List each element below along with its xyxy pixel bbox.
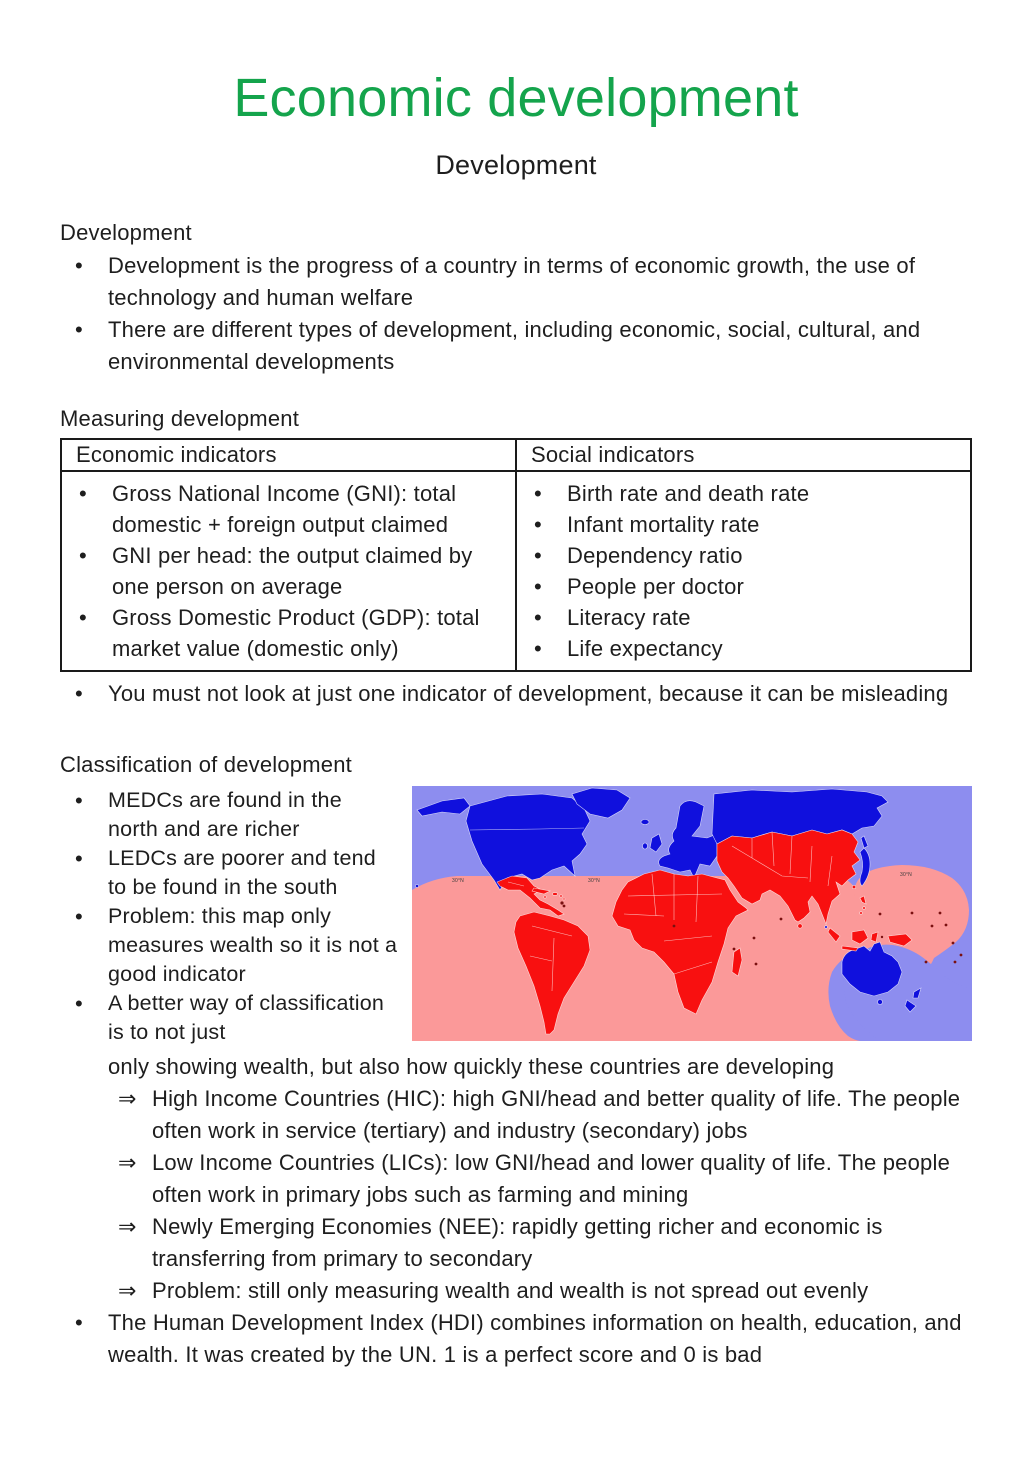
bullet-item: • You must not look at just one indicator of development, because it can be misleading <box>108 678 972 710</box>
bullet-item: • Development is the progress of a country in terms of economic growth, the use of technology and human welfare <box>108 250 972 314</box>
development-bullet-list <box>60 250 972 378</box>
latitude-label: 30°N <box>900 872 912 879</box>
arrow-item: ⇒ High Income Countries (HIC): high GNI/head and better quality of life. The people often work in service (tertiary) and industry (secondary) jobs <box>152 1083 972 1147</box>
bullet-item: • Life expectancy <box>567 633 964 664</box>
table-header-social: Social indicators <box>516 439 971 471</box>
bullet-item: • Problem: this map only measures wealth so it is not a good indicator <box>108 902 398 989</box>
indicators-table <box>60 438 972 672</box>
bullet-item: • People per doctor <box>567 571 964 602</box>
latitude-label: 30°N <box>588 878 600 885</box>
bullet-item: • GNI per head: the output claimed by one person on average <box>112 540 509 602</box>
bullet-item: • Literacy rate <box>567 602 964 633</box>
economic-indicators-cell <box>61 471 516 671</box>
latitude-label: 30°N <box>452 878 464 885</box>
social-indicators-list <box>523 478 964 664</box>
arrow-item: ⇒ Problem: still only measuring wealth and wealth is not spread out evenly <box>152 1275 972 1307</box>
section-heading-development: Development <box>60 220 192 246</box>
bullet-item: • Gross Domestic Product (GDP): total market value (domestic only) <box>112 602 509 664</box>
bullet-item: • Gross National Income (GNI): total domestic + foreign output claimed <box>112 478 509 540</box>
classification-sub-list <box>60 1083 972 1307</box>
bullet-item: • LEDCs are poorer and tend to be found in the south <box>108 844 398 902</box>
measuring-note-list <box>60 678 972 710</box>
classification-continuation-text: only showing wealth, but also how quickly these countries are developing <box>108 1054 835 1080</box>
bullet-item: • The Human Development Index (HDI) combines information on health, education, and wealth. It was created by the UN. 1 is a perfect score and 0 is bad <box>108 1307 972 1371</box>
classification-row <box>60 786 972 1047</box>
bullet-item: • Infant mortality rate <box>567 509 964 540</box>
section-heading-classification: Classification of development <box>60 752 352 778</box>
bullet-item: • There are different types of development, including economic, social, cultural, and environmental developments <box>108 314 972 378</box>
arrow-item: ⇒ Low Income Countries (LICs): low GNI/head and lower quality of life. The people often work in primary jobs such as farming and mining <box>152 1147 972 1211</box>
social-indicators-cell <box>516 471 971 671</box>
page-subtitle: Development <box>435 149 597 180</box>
world-map-image <box>412 786 972 1047</box>
north-south-divide-map <box>412 786 972 1041</box>
bullet-item: • Birth rate and death rate <box>567 478 964 509</box>
table-header-economic: Economic indicators <box>61 439 516 471</box>
arrow-item: ⇒ Newly Emerging Economies (NEE): rapidly getting richer and economic is transferring from primary to secondary <box>152 1211 972 1275</box>
page-title: Economic development <box>233 68 799 128</box>
economic-indicators-list <box>68 478 509 664</box>
bullet-item: • Dependency ratio <box>567 540 964 571</box>
classification-bullet-list <box>60 786 412 1047</box>
bullet-item: • MEDCs are found in the north and are richer <box>108 786 398 844</box>
section-heading-measuring: Measuring development <box>60 406 300 432</box>
bullet-item: • A better way of classification is to not just <box>108 989 398 1047</box>
hdi-bullet-list <box>60 1307 972 1371</box>
classification-text-column <box>60 786 412 1047</box>
